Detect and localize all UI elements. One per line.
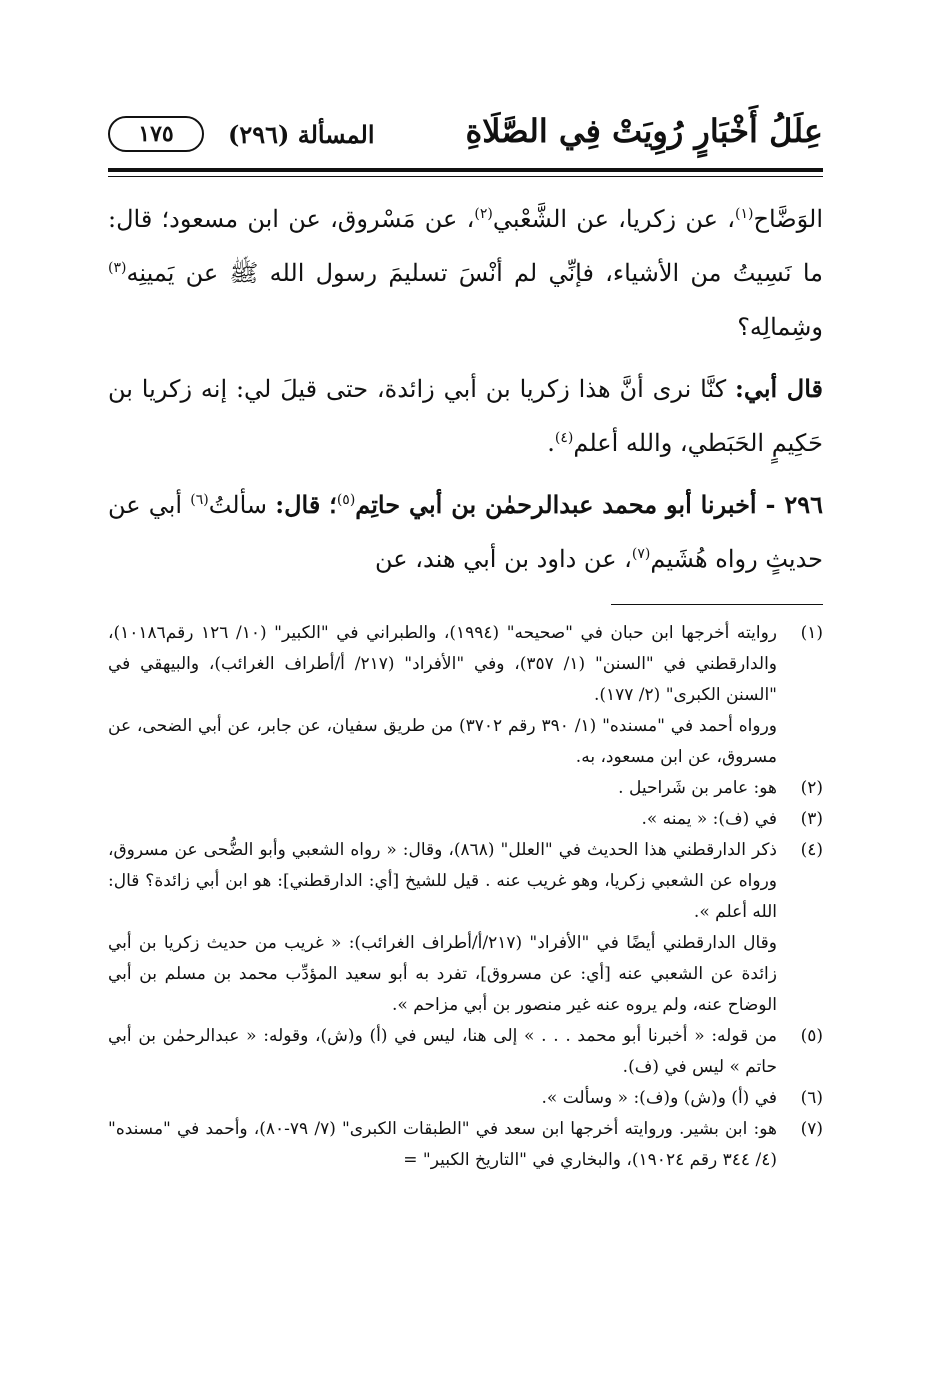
footnote-text: في (أ) و(ش) و(ف): « وسألت ».: [541, 1088, 777, 1108]
text-run: ، عن زكريا، عن الشَّعْبي: [492, 205, 735, 233]
footnote-ref: (٤): [554, 430, 574, 446]
paragraph-1: [108, 192, 823, 354]
footnote-text: في (ف): « يمنه ».: [641, 809, 777, 829]
footnote-number: (٧): [800, 1119, 823, 1139]
header-rule-thick: [108, 168, 823, 172]
book-title: عِلَلُ أَخْبَارٍ رُوِيَتْ فِي الصَّلَاةِ: [465, 112, 823, 150]
text-run: ، عن مَسْروق، عن ابن مسعود؛ قال: ما نَسِيتُ من الأشياء، فإنِّي لم أنْسَ تسليمَ رسول الله ﷺ عن يَمينِه: [108, 205, 823, 287]
footnote-number: (٥): [800, 1026, 823, 1046]
footnote-text: روايته أخرجها ابن حبان في "صحيحه" (١٩٩٤)، والطبراني في "الكبير" (١٠/ ١٢٦ رقم١٠١٨٦)، والدارقطني في "السنن" (١/ ٣٥٧)، وفي "الأفراد" (٢١٧/ أ/أطراف الغرائب)، والبيهقي في "السنن الكبرى" (٢/ ١٧٧).: [108, 623, 778, 705]
paragraph-3: [108, 478, 823, 586]
issue-label: المسألة (٢٩٦): [228, 120, 375, 149]
footnote-number: (١): [800, 623, 823, 643]
footnote-text: ورواه أحمد في "مسنده" (١/ ٣٩٠ رقم ٣٧٠٢) من طريق سفيان، عن جابر، عن أبي الضحى، عن مسروق، عن ابن مسعود، به.: [108, 716, 777, 767]
footnote-4: [108, 835, 823, 1021]
footnote-number: (٤): [800, 840, 823, 860]
footnote-ref: (٧): [631, 546, 651, 562]
footnote-6: [108, 1083, 823, 1114]
footnote-text: هو: عامر بن شَراحيل .: [618, 778, 777, 798]
text-run: ، عن داود بن أبي هند، عن: [375, 545, 632, 573]
footnote-number: (٣): [800, 809, 823, 829]
header-rule-thin: [108, 176, 823, 177]
footnotes: [108, 618, 823, 1176]
footnote-3: [108, 804, 823, 835]
footnote-text: من قوله: « أخبرنا أبو محمد . . . » إلى هنا، ليس في (أ) و(ش)، وقوله: « عبدالرحمٰن بن أبي حاتم » ليس في (ف).: [108, 1026, 777, 1077]
footnote-ref: (٣): [108, 260, 127, 276]
footnote-ref: (٢): [474, 206, 493, 222]
footnote-separator: [611, 604, 823, 605]
text-run: الوَضَّاح: [753, 205, 824, 233]
footnote-body: [108, 835, 777, 1021]
footnote-1: [108, 618, 823, 773]
footnote-ref: (٥): [336, 492, 356, 508]
footnote-2: [108, 773, 823, 804]
footnote-ref: (١): [734, 206, 754, 222]
paragraph-2: [108, 362, 823, 470]
issue-heading-end: ؛ قال:: [275, 490, 337, 519]
footnote-text: هو: ابن بشير. وروايته أخرجها ابن سعد في "الطبقات الكبرى" (٧/ ٧٩-٨٠)، وأحمد في "مسنده" (٤/ ٣٤٤ رقم ١٩٠٢٤)، والبخاري في "التاريخ الكبير" =: [108, 1119, 777, 1170]
footnote-5: [108, 1021, 823, 1083]
page-header: [108, 112, 823, 166]
text-run: وشِمالِه؟: [737, 313, 823, 341]
text-run: أبي عن حديثٍ رواه هُشَيم: [108, 491, 823, 573]
footnote-7: [108, 1114, 823, 1176]
text-run: سألتُ: [208, 491, 276, 519]
speaker-lead: قال أبي:: [734, 374, 823, 403]
page-number: ١٧٥: [108, 116, 204, 152]
footnote-ref: (٦): [190, 492, 209, 508]
issue-heading: ٢٩٦ - أخبرنا أبو محمد عبدالرحمٰن بن أبي حاتِم: [355, 490, 823, 519]
footnote-number: (٢): [800, 778, 823, 798]
footnote-text: ذكر الدارقطني هذا الحديث في "العلل" (٨٦٨)، وقال: « رواه الشعبي وأبو الضُّحى عن مسروق، ورواه عن الشعبي زكريا، وهو غريب عنه . قيل للشيخ [أي: الدارقطني]: هو ابن أبي زائدة؟ قال: الله أعلم ».: [108, 840, 777, 922]
footnote-body: [108, 618, 777, 773]
text-run: كنَّا نرى أنَّ هذا زكريا بن أبي زائدة، حتى قيلَ لي: إنه زكريا بن حَكِيمٍ الحَبَطي، والله أعلم: [108, 375, 823, 457]
footnote-text: وقال الدارقطني أيضًا في "الأفراد" (٢١٧/أ/أطراف الغرائب): « غريب من حديث زكريا بن أبي زائدة عن الشعبي عنه [أي: عن مسروق]، تفرد به أبو سعيد المؤدِّب محمد بن مسلم بن أبي الوضاح عنه، ولم يروه عنه غير منصور بن أبي مزاحم ».: [108, 933, 777, 1015]
main-text: [108, 192, 823, 594]
footnote-number: (٦): [800, 1088, 823, 1108]
text-run: .: [547, 429, 555, 457]
